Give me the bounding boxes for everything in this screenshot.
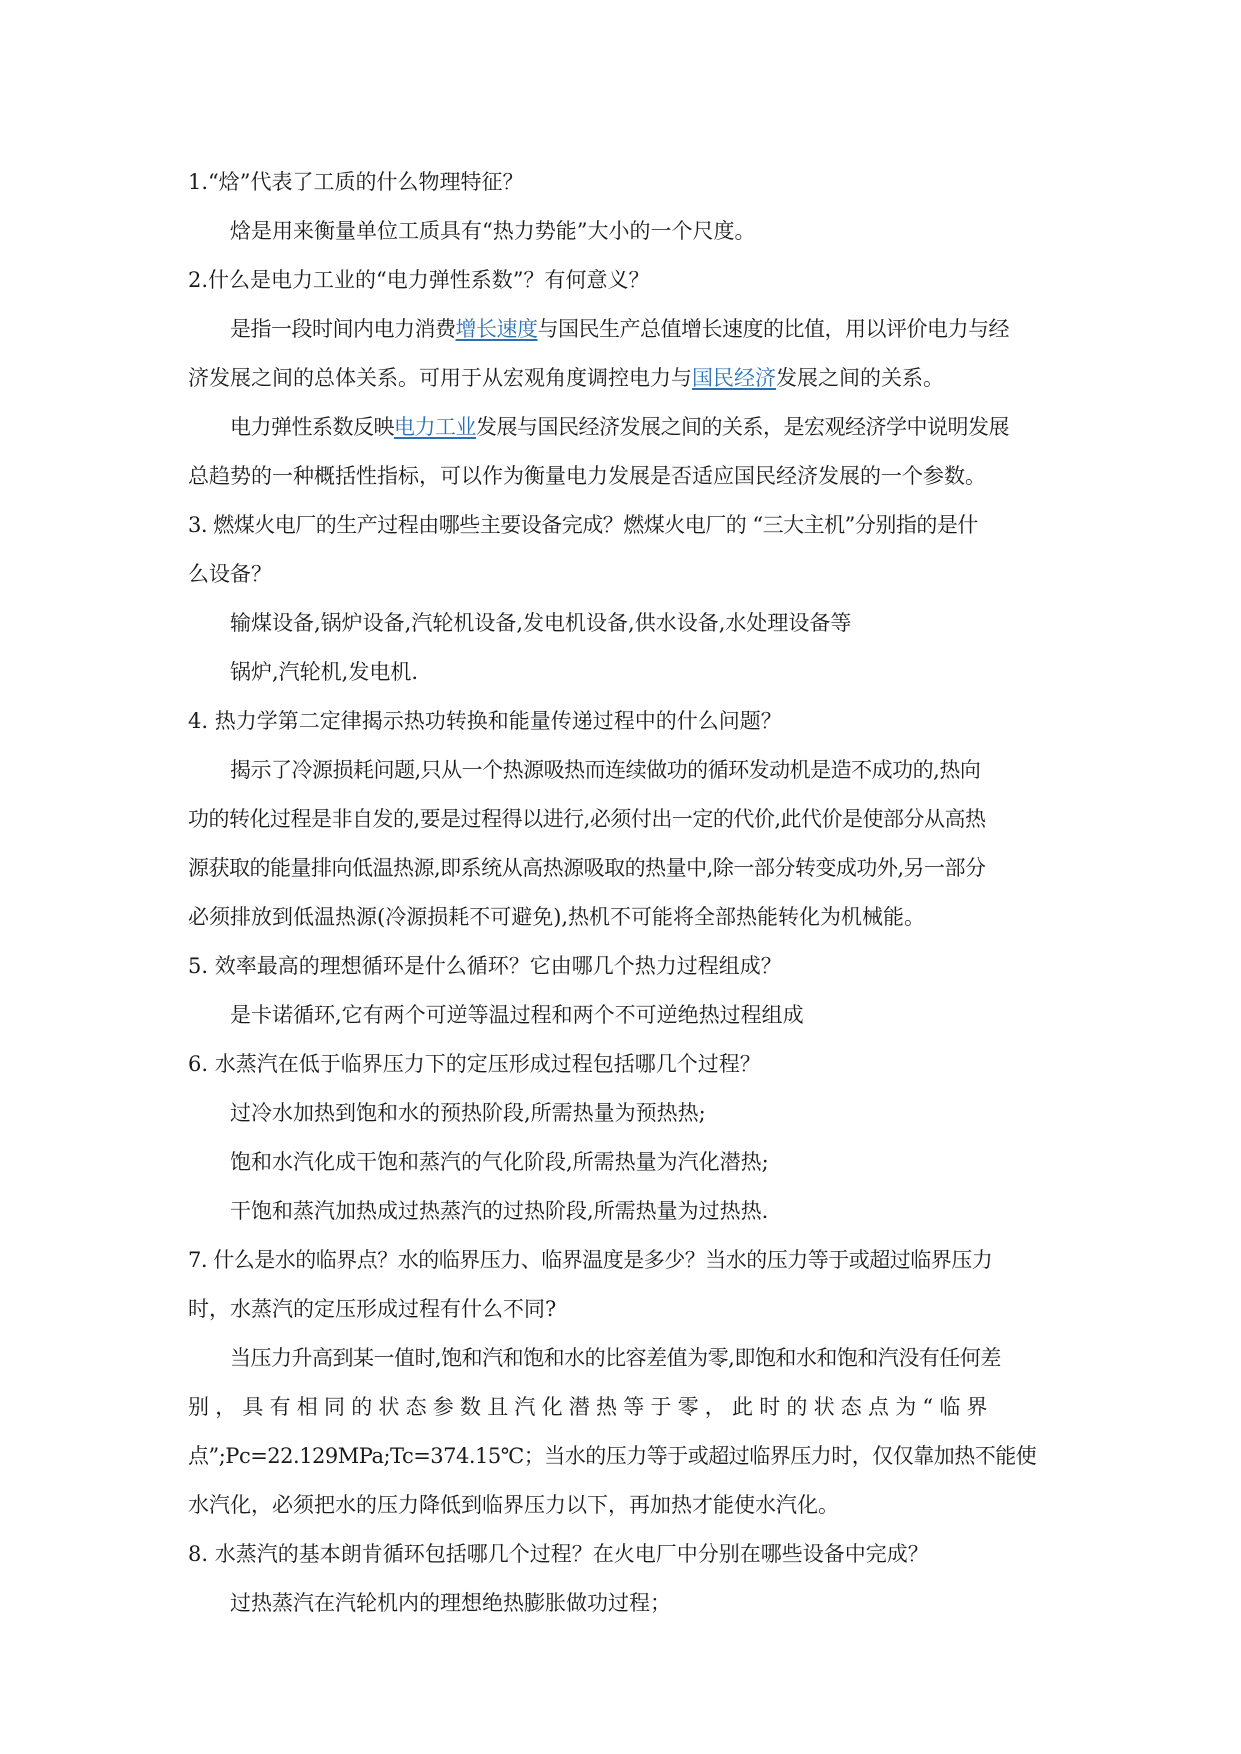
answer-5: 是卡诺循环,它有两个可逆等温过程和两个不可逆绝热过程组成 [230,1003,804,1027]
link-power-industry[interactable]: 电力工业 [394,415,476,439]
answer-6-line-3: 干饱和蒸汽加热成过热蒸汽的过热阶段,所需热量为过热热. [230,1199,769,1223]
question-3-line-1: 3. 燃煤火电厂的生产过程由哪些主要设备完成？燃煤火电厂的 “三大主机”分别指的是什 [188,513,978,537]
answer-2-line-4: 总趋势的一种概括性指标，可以作为衡量电力发展是否适应国民经济发展的一个参数。 [188,464,986,488]
question-5: 5. 效率最高的理想循环是什么循环？它由哪几个热力过程组成？ [188,954,782,978]
text-segment: 发展之间的关系。 [776,366,944,390]
answer-2-line-2 [188,354,1068,403]
link-growth-rate[interactable]: 增长速度 [455,317,538,341]
question-2: 2.什么是电力工业的“电力弹性系数”？有何意义？ [188,268,650,292]
answer-6-line-1: 过冷水加热到饱和水的预热阶段,所需热量为预热热; [230,1101,706,1125]
answer-3-line-1: 输煤设备,锅炉设备,汽轮机设备,发电机设备,供水设备,水处理设备等 [230,611,852,635]
answer-7-line-4: 水汽化，必须把水的压力降低到临界压力以下，再加热才能使水汽化。 [188,1493,839,1517]
answer-7-line-3: 点”;Pc=22.129MPa;Tc=374.15℃；当水的压力等于或超过临界压力时，仅仅靠加热不能使 [188,1444,1037,1468]
answer-2-line-1 [188,305,1068,354]
answer-3-line-2: 锅炉,汽轮机,发电机. [230,660,419,684]
text-segment: 发展与国民经济发展之间的关系，是宏观经济学中说明发展 [476,415,1009,439]
question-3-line-2: 么设备？ [188,562,272,586]
answer-7-line-2: 别，具有相同的状态参数且汽化潜热等于零，此时的状态点为“临界 [188,1395,994,1419]
answer-2-line-3 [188,403,1068,452]
question-7-line-1: 7. 什么是水的临界点？水的临界压力、临界温度是多少？当水的压力等于或超过临界压力 [188,1248,993,1272]
text-segment: 是指一段时间内电力消费 [230,317,456,341]
answer-6-line-2: 饱和水汽化成干饱和蒸汽的气化阶段,所需热量为汽化潜热; [230,1150,769,1174]
question-4: 4. 热力学第二定律揭示热功转换和能量传递过程中的什么问题？ [188,709,782,733]
answer-7-line-1: 当压力升高到某一值时,饱和汽和饱和水的比容差值为零,即饱和水和饱和汽没有任何差 [230,1346,1001,1370]
question-6: 6. 水蒸汽在低于临界压力下的定压形成过程包括哪几个过程？ [188,1052,761,1076]
text-segment: 电力弹性系数反映 [230,415,394,439]
answer-4-line-3: 源获取的能量排向低温热源,即系统从高热源吸取的热量中,除一部分转变成功外,另一部分 [188,856,986,880]
question-1: 1.“焓”代表了工质的什么物理特征？ [188,170,524,194]
question-7-line-2: 时，水蒸汽的定压形成过程有什么不同? [188,1297,557,1321]
answer-8-line-1: 过热蒸汽在汽轮机内的理想绝热膨胀做功过程； [230,1591,671,1615]
document-body [188,158,1068,1628]
text-segment: 济发展之间的总体关系。可用于从宏观角度调控电力与 [188,366,692,390]
answer-4-line-4: 必须排放到低温热源(冷源损耗不可避免),热机不可能将全部热能转化为机械能。 [188,905,926,929]
answer-1: 焓是用来衡量单位工质具有“热力势能”大小的一个尺度。 [230,219,756,243]
answer-4-line-1: 揭示了冷源损耗问题,只从一个热源吸热而连续做功的循环发动机是造不成功的,热向 [230,758,981,782]
question-8: 8. 水蒸汽的基本朗肯循环包括哪几个过程？在火电厂中分别在哪些设备中完成？ [188,1542,929,1566]
text-segment: 与国民生产总值增长速度的比值，用以评价电力与经 [537,317,1009,341]
link-national-economy[interactable]: 国民经济 [692,366,776,390]
answer-4-line-2: 功的转化过程是非自发的,要是过程得以进行,必须付出一定的代价,此代价是使部分从高热 [188,807,986,831]
